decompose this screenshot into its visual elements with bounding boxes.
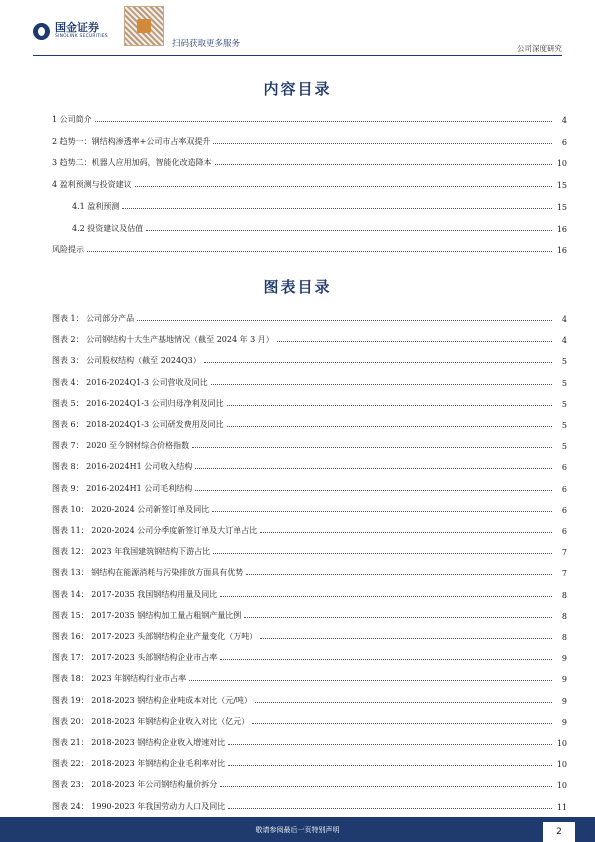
entry-label: 1 公司简介 [52,115,92,124]
figure-entry[interactable] [52,566,567,578]
figure-entry[interactable] [52,694,567,706]
entry-page: 8 [561,590,567,600]
toc-entry[interactable] [52,178,567,190]
figure-entry[interactable] [52,460,567,472]
entry-page: 8 [561,633,567,642]
entry-label: 图表 6： 2018-2024Q1-3 公司研发费用及同比 [52,420,224,429]
entry-label: 图表 11： 2020-2024 公司分季度新签订单及大订单占比 [52,526,258,535]
leader-dots [227,426,552,427]
entry-page: 6 [561,505,567,515]
entry-label: 图表 12： 2023 年我国建筑钢结构下游占比 [52,547,211,557]
toc-entry[interactable] [52,243,567,255]
figure-entry[interactable] [52,333,567,345]
leader-dots [246,574,552,575]
entry-page: 16 [556,246,567,256]
page-footer [0,817,595,842]
entry-label: 3 趋势二：机器人应用加码，智能化改造降本 [52,158,212,168]
toc-entry[interactable] [72,200,567,212]
entry-label: 图表 13： 钢结构在能源消耗与污染排放方面具有优势 [52,568,244,578]
entry-page: 4 [561,116,567,125]
leader-dots [213,143,552,144]
logo-icon [33,23,50,40]
leader-dots [211,384,552,385]
logo-en: SINOLINK SECURITIES [55,34,108,39]
entry-label: 图表 19： 2018-2023 钢结构企业吨成本对比（元/吨） [52,695,252,705]
entry-page: 9 [561,654,567,664]
figure-entry[interactable] [52,524,567,536]
leader-dots [227,405,552,406]
logo-cn: 国金证券 [55,21,99,34]
scan-service-text: 扫码获取更多服务 [172,39,241,49]
toc-entry[interactable] [52,135,567,147]
entry-page: 10 [556,781,567,791]
leader-dots [220,786,552,787]
figure-entry[interactable] [52,354,567,366]
entry-label: 图表 24： 1990-2023 年我国劳动力人口及同比 [52,801,226,811]
entry-label: 4.2 投资建议及估值 [72,223,144,233]
entry-label: 图表 10： 2020-2024 公司新签订单及同比 [52,504,210,514]
figure-entry[interactable] [52,439,567,451]
entry-page: 6 [561,137,567,147]
entry-page: 9 [561,696,567,706]
leader-dots [87,251,552,252]
leader-dots [277,341,552,342]
leader-dots [189,680,552,681]
entry-page: 5 [561,399,567,409]
entry-page: 4 [561,315,567,324]
entry-label: 图表 15： 2017-2035 钢结构加工量占粗钢产量比例 [52,610,242,620]
leader-dots [228,765,552,766]
entry-label: 图表 1： 公司部分产品 [52,314,135,323]
entry-label: 图表 21： 2018-2023 钢结构企业收入增速对比 [52,738,226,747]
entry-label: 图表 18： 2023 年钢结构行业市占率 [52,674,187,684]
entry-label: 图表 16： 2017-2023 头部钢结构企业产量变化（万吨） [52,632,258,641]
leader-dots [195,490,552,491]
leader-dots [255,702,552,703]
logo-text [55,22,108,40]
entry-label: 图表 20： 2018-2023 年钢结构企业收入对比（亿元） [52,716,250,726]
toc-entry[interactable] [52,113,567,125]
entry-page: 5 [561,357,567,367]
figure-entry[interactable] [52,715,567,727]
entry-page: 7 [561,569,567,579]
leader-dots [260,532,552,533]
qr-code-icon[interactable] [124,6,164,46]
entry-label: 风险提示 [52,245,84,255]
entry-page: 6 [561,463,567,473]
entry-label: 图表 8： 2016-2024H1 公司收入结构 [52,462,193,472]
figure-entry[interactable] [52,651,567,663]
report-type: 公司深度研究 [517,44,562,53]
leader-dots [213,553,552,554]
entry-page: 10 [556,159,567,169]
figure-entry[interactable] [52,376,567,388]
leader-dots [212,511,552,512]
entry-page: 5 [561,421,567,430]
toc-entry[interactable] [72,222,567,234]
entry-label: 图表 4： 2016-2024Q1-3 公司营收及同比 [52,377,208,387]
entry-page: 15 [556,202,567,212]
toc-entry[interactable] [52,156,567,168]
entry-page: 6 [561,484,567,494]
figure-entry[interactable] [52,736,567,748]
leader-dots [122,208,552,209]
entry-page: 5 [561,442,567,452]
header-divider [33,55,562,56]
figures-title: 图表目录 [263,278,332,296]
leader-dots [195,468,552,469]
entry-page: 11 [556,802,567,812]
entry-label: 图表 2： 公司钢结构十大生产基地情况（截至 2024 年 3 月） [52,335,274,345]
toc-title: 内容目录 [263,80,332,98]
figure-entry[interactable] [52,482,567,494]
entry-page: 9 [561,717,567,727]
figure-entry[interactable] [52,800,567,812]
page-header [0,0,595,60]
entry-label: 图表 22： 2018-2023 年钢结构企业毛利率对比 [52,759,226,769]
entry-page: 5 [561,378,567,388]
figure-entry[interactable] [52,312,567,324]
leader-dots [95,121,552,122]
entry-label: 图表 17： 2017-2023 头部钢结构企业市占率 [52,653,218,663]
leader-dots [135,186,552,187]
leader-dots [252,723,552,724]
leader-dots [146,230,552,231]
entry-page: 10 [556,760,567,770]
figure-entry[interactable] [52,672,567,684]
figure-entry[interactable] [52,778,567,790]
entry-label: 4 盈利预测与投资建议 [52,180,132,190]
leader-dots [220,659,552,660]
figure-entry[interactable] [52,397,567,409]
figure-entry[interactable] [52,630,567,642]
entry-page: 6 [561,527,567,536]
entry-label: 图表 9： 2016-2024H1 公司毛利结构 [52,483,193,493]
leader-dots [215,164,552,165]
entry-page: 10 [556,739,567,748]
entry-page: 9 [561,675,567,685]
leader-dots [260,638,552,639]
entry-label: 图表 23： 2018-2023 年公司钢结构量价拆分 [52,780,218,790]
figure-entry[interactable] [52,545,567,557]
entry-label: 图表 3： 公司股权结构（截至 2024Q3） [52,356,201,366]
leader-dots [244,617,552,618]
entry-page: 16 [556,224,567,234]
leader-dots [228,808,552,809]
page-number: 2 [543,822,575,842]
entry-page: 8 [561,611,567,621]
entry-label: 4.1 盈利预测 [72,201,120,211]
leader-dots [137,320,552,321]
entry-page: 7 [561,548,567,558]
entry-label: 图表 7： 2020 至今钢材综合价格指数 [52,441,190,451]
figure-entry[interactable] [52,609,567,621]
entry-label: 图表 5： 2016-2024Q1-3 公司归母净利及同比 [52,398,224,408]
entry-label: 图表 14： 2017-2035 我国钢结构用量及同比 [52,589,218,599]
figure-entry[interactable] [52,588,567,600]
entry-label: 2 趋势一：钢结构渗透率+公司市占率双提升 [52,136,211,146]
leader-dots [204,362,552,363]
figure-entry[interactable] [52,503,567,515]
entry-page: 4 [561,336,567,346]
leader-dots [220,596,552,597]
company-logo [33,22,108,40]
entry-page: 15 [556,181,567,191]
leader-dots [228,744,552,745]
leader-dots [192,447,552,448]
figure-entry[interactable] [52,757,567,769]
footer-disclaimer: 敬请参阅最后一页特别声明 [255,826,340,834]
figure-entry[interactable] [52,418,567,430]
